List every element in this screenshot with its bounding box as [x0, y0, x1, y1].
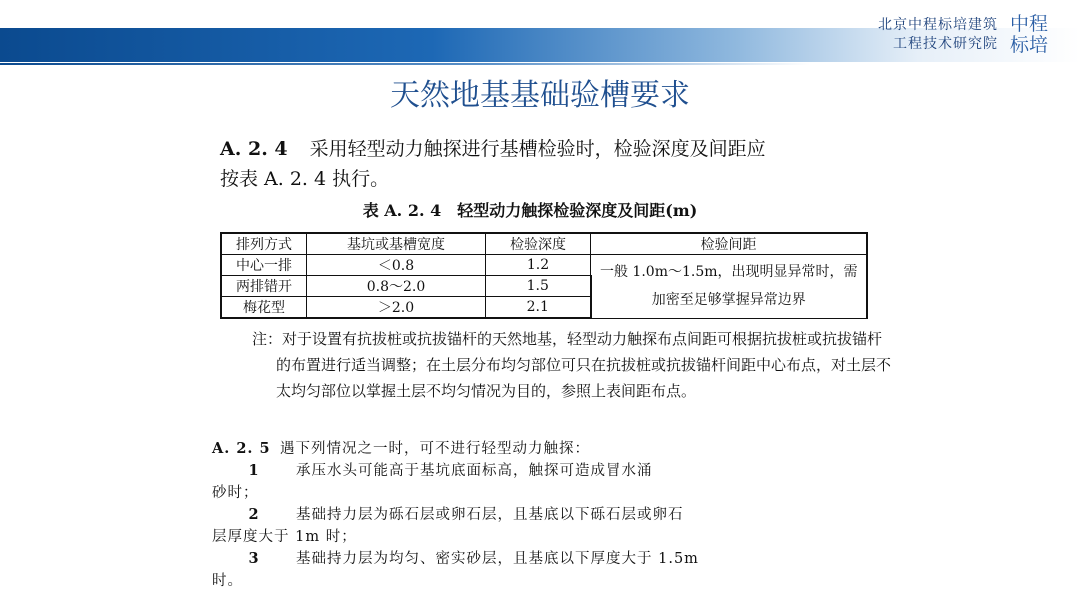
- logo-line2: 标培: [1009, 34, 1048, 56]
- list-item: [212, 548, 872, 570]
- item-text: 基础持力层为均匀、密实砂层，且基底以下厚度大于 1.5m: [296, 551, 699, 567]
- table-header-cell: 基坑或基槽宽度: [307, 233, 486, 255]
- clause-a24-number: A. 2. 4: [220, 138, 288, 160]
- item-number: 2: [248, 506, 260, 523]
- clause-a24-text-1: 采用轻型动力触探进行基槽检验时，检验深度及间距应: [309, 138, 766, 160]
- list-item: [212, 504, 872, 526]
- organization-name: [878, 16, 998, 54]
- table-cell: 2.1: [486, 297, 591, 319]
- clause-a24-text-2: 按表 A. 2. 4 执行。: [220, 168, 390, 190]
- item-number: 1: [248, 462, 260, 479]
- table-cell: ＞2.0: [307, 297, 486, 319]
- logo-line1: 中程: [1009, 13, 1048, 35]
- org-name-line2: 工程技术研究院: [893, 36, 998, 52]
- table-cell: ＜0.8: [307, 255, 486, 276]
- item-text: 承压水头可能高于基坑底面标高，触探可造成冒水涌: [296, 463, 653, 479]
- org-name-line1: 北京中程标培建筑: [878, 17, 998, 33]
- table-header-cell: 检验深度: [486, 233, 591, 255]
- logo: [1004, 14, 1054, 56]
- table-cell: 中心一排: [221, 255, 307, 276]
- table-note: 注：对于设置有抗拔桩或抗拔锚杆的天然地基，轻型动力触探布点间距可根据抗拔桩或抗拔锚杆的布置进行适当调整；在土层分布均匀部位可只在抗拔桩或抗拔锚杆间距中心布点，对土层不太均匀部位以掌握土层不均匀情况为目的，参照上表间距布点。: [252, 330, 892, 400]
- table-cell: 0.8～2.0: [307, 276, 486, 297]
- table-cell: 梅花型: [221, 297, 307, 319]
- clause-a25-intro: 遇下列情况之一时，可不进行轻型动力触探：: [280, 441, 590, 457]
- table-cell: 1.5: [486, 276, 591, 297]
- clause-a24-line1: [220, 134, 880, 164]
- clause-a25-number: A. 2. 5: [212, 440, 271, 457]
- item-text: 基础持力层为砾石层或卵石层，且基底以下砾石层或卵石: [296, 507, 684, 523]
- spec-table: [220, 232, 868, 319]
- page-title: 天然地基基础验槽要求: [390, 78, 690, 113]
- table-row: [221, 255, 867, 276]
- list-item: [212, 460, 872, 482]
- item-number: 3: [248, 550, 260, 567]
- table-cell-spacing: 一般 1.0m～1.5m，出现明显异常时，需加密至足够掌握异常边界: [591, 255, 868, 319]
- item-continuation: 时。: [212, 573, 243, 589]
- table-header-row: [221, 233, 867, 255]
- clause-a24: [220, 134, 880, 194]
- item-continuation: 层厚度大于 1m 时；: [212, 529, 357, 545]
- table-cell: 两排错开: [221, 276, 307, 297]
- table-caption: 表 A. 2. 4 轻型动力触探检验深度及间距(m): [362, 201, 698, 220]
- clause-a25-heading: [212, 438, 872, 460]
- table-cell: 1.2: [486, 255, 591, 276]
- table-header-cell: 排列方式: [221, 233, 307, 255]
- table-header-cell: 检验间距: [591, 233, 868, 255]
- item-continuation: 砂时；: [212, 485, 259, 501]
